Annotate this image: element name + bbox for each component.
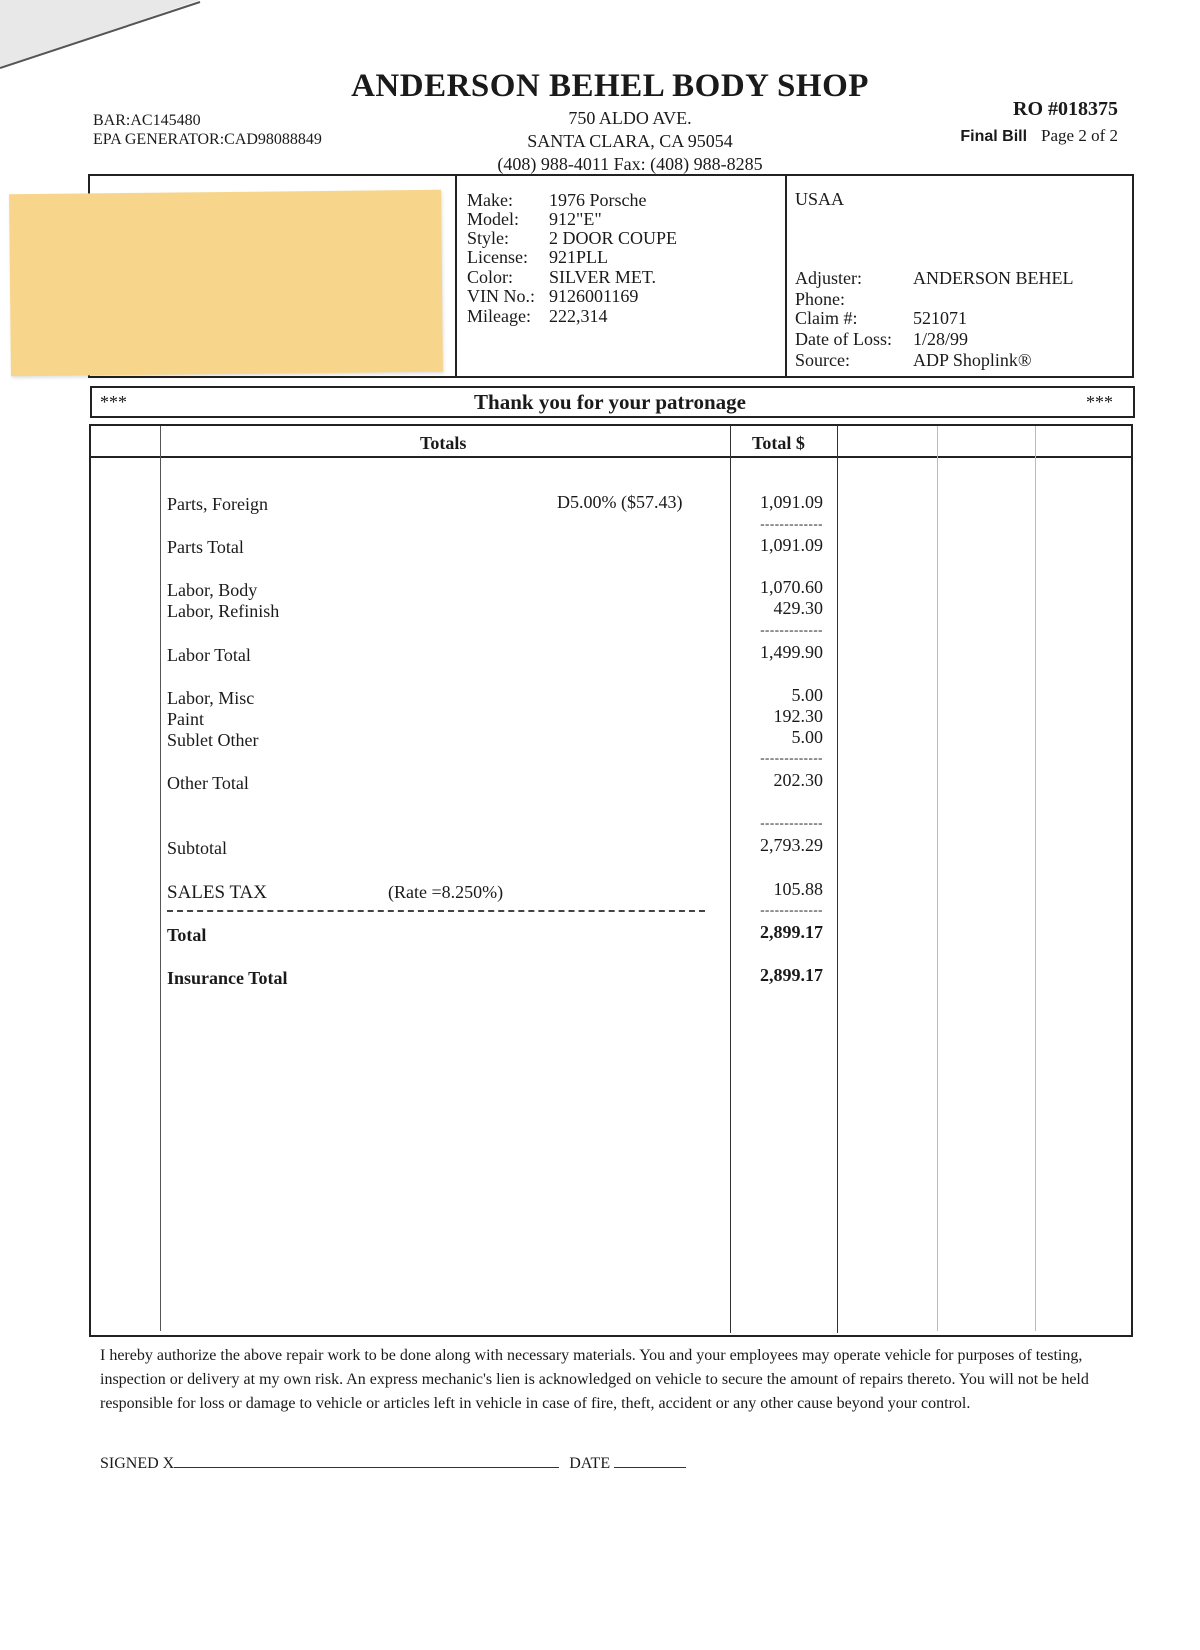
vehicle-license: License: 921PLL bbox=[467, 247, 609, 267]
authorization-text: I hereby authorize the above repair work to be done along with necessary materials. You and your employees may operate vehicle for purposes of testing, inspection or delivery at my own risk. An express mechanic's lien is acknowledged on vehicle to secure the amount of repairs thereto. You will not be held responsible for loss or damage to vehicle or articles left in vehicle in case of fire, theft, accident or any other cause beyond your control. bbox=[100, 1347, 1089, 1412]
subtotal-amount: 2,793.29 bbox=[760, 835, 823, 855]
sublet-other-label: Sublet Other bbox=[167, 730, 259, 750]
insurance-total-label: Insurance Total bbox=[167, 968, 288, 988]
table-header-rule bbox=[89, 456, 1133, 458]
paint-label: Paint bbox=[167, 709, 205, 729]
page-indicator: Page 2 of 2 bbox=[1041, 126, 1118, 145]
bar-number: BAR:AC145480 bbox=[93, 112, 201, 129]
date-line[interactable] bbox=[614, 1453, 686, 1468]
date-label: DATE bbox=[569, 1455, 611, 1472]
dash-rule: ------------- bbox=[760, 750, 823, 765]
thanks-message: Thank you for your patronage bbox=[474, 390, 746, 414]
column-line bbox=[937, 426, 938, 1331]
labor-body-label: Labor, Body bbox=[167, 580, 258, 600]
phone-row: Phone: bbox=[795, 289, 846, 309]
parts-total-label: Parts Total bbox=[167, 537, 244, 557]
parts-foreign-amount: 1,091.09 bbox=[760, 492, 823, 512]
subtotal-label: Subtotal bbox=[167, 838, 228, 858]
paint-amount: 192.30 bbox=[773, 706, 823, 726]
totals-table bbox=[89, 424, 1133, 1337]
col-header-totals: Totals bbox=[420, 433, 467, 453]
ro-number: RO #018375 bbox=[1013, 98, 1118, 120]
vehicle-color: Color: SILVER MET. bbox=[467, 267, 657, 287]
total-label: Total bbox=[167, 925, 207, 945]
folded-corner bbox=[0, 0, 210, 80]
column-line bbox=[1035, 426, 1036, 1331]
labor-misc-label: Labor, Misc bbox=[167, 688, 255, 708]
col-header-total-dollars: Total $ bbox=[752, 433, 805, 453]
labor-refinish-amount: 429.30 bbox=[773, 598, 823, 618]
dash-rule: ------------- bbox=[760, 902, 823, 917]
sales-tax-amount: 105.88 bbox=[773, 879, 823, 899]
bill-status bbox=[960, 126, 1118, 146]
vehicle-model: Model: 912"E" bbox=[467, 209, 602, 229]
divider bbox=[455, 174, 457, 376]
insurance-total-amount: 2,899.17 bbox=[760, 965, 823, 985]
final-bill-label: Final Bill bbox=[960, 128, 1028, 145]
source-row: Source: ADP Shoplink® bbox=[795, 350, 1032, 370]
labor-total-amount: 1,499.90 bbox=[760, 642, 823, 662]
signature-line[interactable] bbox=[174, 1453, 559, 1468]
total-amount: 2,899.17 bbox=[760, 922, 823, 942]
shop-name: ANDERSON BEHEL BODY SHOP bbox=[351, 68, 869, 104]
dash-rule: ------------- bbox=[760, 622, 823, 637]
vehicle-style: Style: 2 DOOR COUPE bbox=[467, 228, 678, 248]
column-line bbox=[160, 426, 161, 1331]
tax-rate: (Rate =8.250%) bbox=[388, 882, 504, 902]
sales-tax-label: SALES TAX bbox=[167, 882, 268, 903]
vehicle-mileage: Mileage: 222,314 bbox=[467, 306, 608, 326]
parts-total-amount: 1,091.09 bbox=[760, 535, 823, 555]
redaction-sticky-note bbox=[9, 190, 443, 377]
adjuster-row: Adjuster: ANDERSON BEHEL bbox=[795, 268, 1074, 288]
epa-generator: EPA GENERATOR:CAD98088849 bbox=[93, 131, 322, 148]
dash-rule: ------------- bbox=[760, 516, 823, 531]
other-total-label: Other Total bbox=[167, 773, 249, 793]
stars-right: *** bbox=[1086, 392, 1113, 412]
signature-area bbox=[100, 1453, 686, 1473]
shop-phone-fax: (408) 988-4011 Fax: (408) 988-8285 bbox=[497, 154, 763, 174]
shop-address-line1: 750 ALDO AVE. bbox=[568, 108, 692, 128]
dashed-separator bbox=[167, 910, 705, 912]
parts-foreign-label: Parts, Foreign bbox=[167, 494, 268, 514]
claim-row: Claim #: 521071 bbox=[795, 308, 967, 328]
labor-misc-amount: 5.00 bbox=[791, 685, 823, 705]
labor-body-amount: 1,070.60 bbox=[760, 577, 823, 597]
column-line bbox=[837, 426, 838, 1333]
dash-rule: ------------- bbox=[760, 815, 823, 830]
other-total-amount: 202.30 bbox=[773, 770, 823, 790]
loss-date-row: Date of Loss: 1/28/99 bbox=[795, 329, 969, 349]
sublet-other-amount: 5.00 bbox=[791, 727, 823, 747]
parts-discount: D5.00% ($57.43) bbox=[557, 492, 683, 512]
vehicle-make: Make: 1976 Porsche bbox=[467, 190, 647, 210]
signed-label: SIGNED X bbox=[100, 1455, 175, 1472]
divider bbox=[785, 174, 787, 376]
stars-left: *** bbox=[100, 392, 127, 412]
labor-refinish-label: Labor, Refinish bbox=[167, 601, 280, 621]
labor-total-label: Labor Total bbox=[167, 645, 251, 665]
shop-address-line2: SANTA CLARA, CA 95054 bbox=[527, 131, 733, 151]
insurance-company: USAA bbox=[795, 189, 845, 209]
vehicle-vin: VIN No.: 9126001169 bbox=[467, 286, 639, 306]
